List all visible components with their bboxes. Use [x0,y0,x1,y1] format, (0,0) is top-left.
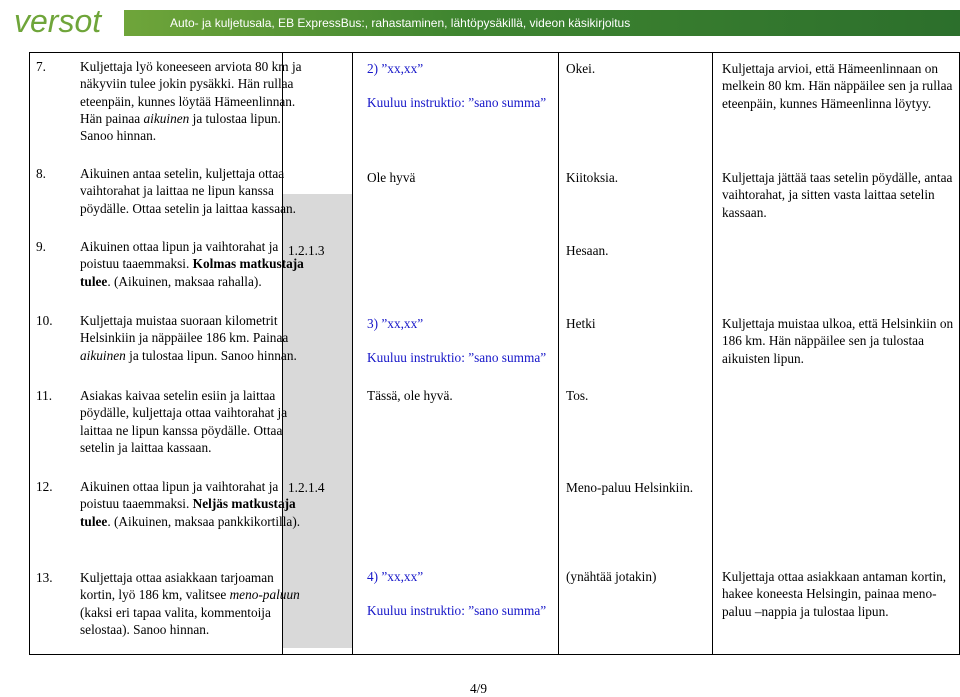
action-note: Kuljettaja arvioi, että Hämeenlinnaan on melkein 80 km. Hän näppäilee sen ja rullaa eteenpäin, kunnes Hämeenlinna löytyy. [722,61,953,111]
item-number: 8. [36,166,46,181]
text-run: Kuljettaja lyö koneeseen arviota 80 km ja näkyviin tulee jokin pysäkki. Hän rullaa eteenpäin, kunnes löytää Hämeenlinnan. Hän painaa [80,59,302,126]
action-note: Kuljettaja ottaa asiakkaan antaman kortin, hakee koneesta Helsingin, painaa meno-paluu –nappia ja tulostaa lipun. [722,569,947,619]
instruction-block [367,568,547,620]
document-header [0,0,960,42]
text-run: Asiakas kaivaa setelin esiin ja laittaa pöydälle, kuljettaja ottaa vaihtorahat ja laittaa ne lipun kanssa pöydälle. Ottaa setelin ja laittaa kassaan. [80,388,288,455]
text-run: ja tulostaa lipun. Sanoo hinnan. [80,110,281,144]
instruction-body: Kuuluu instruktio: ”sano summa” [367,603,547,619]
text-run: Aikuinen antaa setelin, kuljettaja ottaa vaihtorahat ja laittaa ne lipun kanssa pöydälle. Ottaa setelin ja laittaa kassaan. [80,166,296,216]
column-divider [558,52,559,655]
table-bottom-border [29,654,960,655]
versot-logo [12,2,132,42]
scene-code: 1.2.1.4 [288,480,325,495]
item-number: 12. [36,479,53,494]
text-run: Aikuinen ottaa lipun ja vaihtorahat ja poistuu taaemmaksi. [80,479,279,512]
text-run: meno-paluun [229,587,300,603]
text-run: (kaksi eri tapaa valita, kommentoija selostaa). Sanoo hinnan. [80,604,271,637]
dialogue-line: Ole hyvä [367,170,416,185]
dialogue-line: Okei. [566,61,596,76]
script-table [0,42,960,696]
text-run: . (Aikuinen, maksaa pankkikortilla). [107,513,301,529]
item-text [80,238,310,290]
dialogue-line: Tos. [566,388,589,403]
header-title: Auto- ja kuljetusala, EB ExpressBus:, rahastaminen, lähtöpysäkillä, videon käsikirjoitus [170,16,631,30]
instruction-body: Kuuluu instruktio: ”sano summa” [367,350,547,366]
item-text [80,312,310,364]
text-run: . (Aikuinen, maksaa rahalla). [107,273,262,289]
instruction-block [367,60,547,112]
item-text [80,478,310,530]
text-run: ja tulostaa lipun. Sanoo hinnan. [125,347,297,363]
item-number: 7. [36,59,46,74]
item-text [80,58,310,144]
item-text [80,165,310,217]
dialogue-line: Meno-paluu Helsinkiin. [566,480,694,495]
instruction-body: Kuuluu instruktio: ”sano summa” [367,95,547,111]
column-divider [712,52,713,655]
svg-text:versot: versot [14,3,102,39]
text-run: Kuljettaja muistaa suoraan kilometrit Helsinkiin ja näppäilee 186 km. Painaa [80,313,289,346]
dialogue-line: Hetki [566,316,596,331]
column-divider [352,52,353,655]
instruction-label: 3) ”xx,xx” [367,316,424,331]
item-number: 9. [36,239,46,254]
item-number: 13. [36,570,53,585]
item-number: 10. [36,313,53,328]
action-note: Kuljettaja jättää taas setelin pöydälle, antaa vaihtorahat, ja sitten vasta laittaa setelin kassaan. [722,170,953,220]
dialogue-line: (ynähtää jotakin) [566,569,657,584]
scene-code: 1.2.1.3 [288,243,325,258]
page-number: 4/9 [470,681,487,696]
text-run: Kolmas matkustaja tulee [80,256,304,289]
dialogue-line: Tässä, ole hyvä. [367,388,453,403]
action-note: Kuljettaja muistaa ulkoa, että Helsinkiin on 186 km. Hän näppäilee sen ja tulostaa aikuisten lipun. [722,316,954,366]
instruction-label: 2) ”xx,xx” [367,61,424,76]
instruction-block [367,315,547,367]
item-text [80,387,310,456]
item-text [80,569,310,638]
table-top-border [29,52,960,53]
item-number: 11. [36,388,53,403]
column-divider [29,52,30,655]
dialogue-line: Kiitoksia. [566,170,619,185]
dialogue-line: Hesaan. [566,243,609,258]
text-run: aikuinen [80,347,126,363]
text-run: Aikuinen ottaa lipun ja vaihtorahat ja poistuu taaemmaksi. [80,239,279,272]
logo-icon [12,2,132,42]
text-run: Neljäs matkustaja tulee [80,496,296,529]
instruction-label: 4) ”xx,xx” [367,569,424,584]
text-run: Kuljettaja ottaa asiakkaan tarjoaman kortin, lyö 186 km, valitsee [80,570,274,603]
text-run: aikuinen [143,110,190,126]
